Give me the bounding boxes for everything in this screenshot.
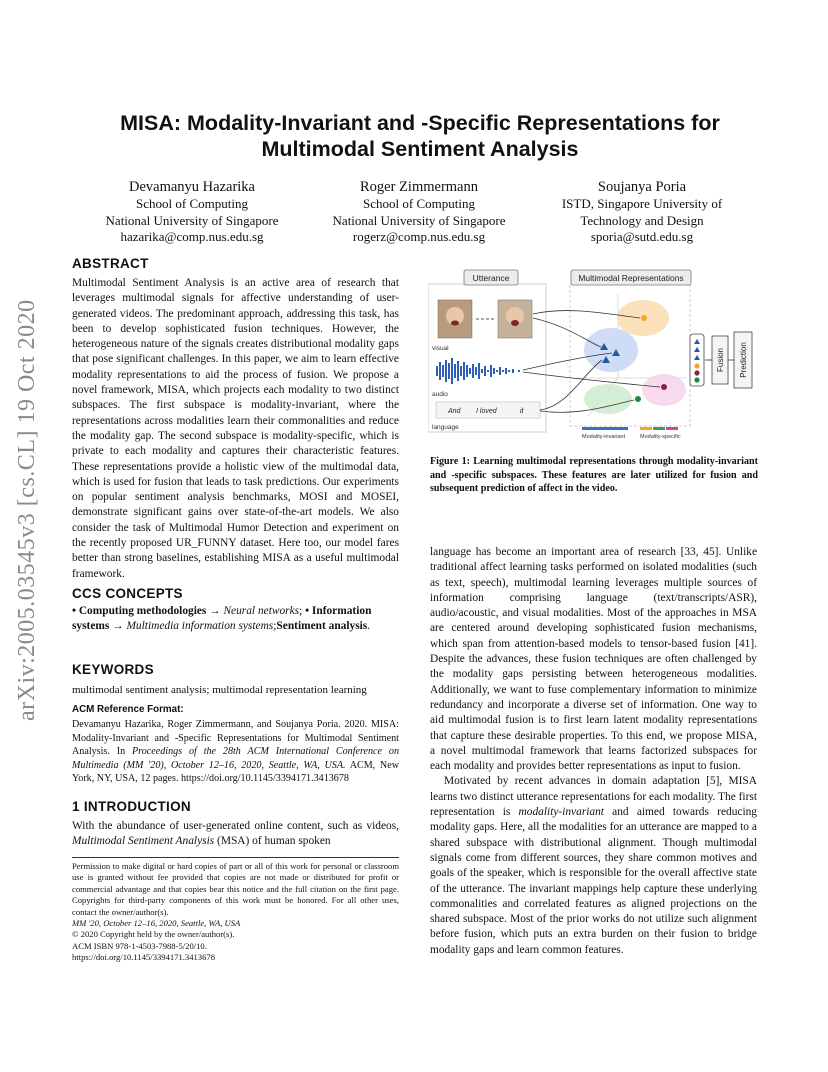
author-name: Devamanyu Hazarika (128, 179, 255, 195)
paragraph-part: Motivated by recent advances in domain adaptation [5], MISA learns two distinct utterance representations for each modality. The first representation is (430, 775, 757, 819)
legend-specific-label: Modality-specific (640, 434, 681, 440)
visual-label: visual (432, 345, 449, 352)
author-affiliation: ISTD, Singapore University of (561, 196, 723, 211)
legend-specific-swatch (666, 427, 678, 430)
word-token: And (448, 408, 461, 415)
author-name: Roger Zimmermann (360, 179, 478, 195)
author-email[interactable]: rogerz@comp.nus.edu.sg (352, 229, 486, 244)
title-line-2: Multimodal Sentiment Analysis (261, 137, 579, 161)
footnote-doi[interactable]: https://doi.org/10.1145/3394171.3413678 (72, 952, 215, 963)
specific-point-visual (641, 315, 647, 321)
title-line-1: MISA: Modality-Invariant and -Specific Representations for (120, 111, 720, 135)
reference-format-text (72, 718, 399, 786)
intro-heading: 1 INTRODUCTION (72, 799, 191, 814)
author-affiliation: National University of Singapore (332, 212, 506, 228)
intro-text (72, 819, 399, 850)
word-token: it (520, 408, 524, 415)
paragraph: language has become an important area of research [33, 45]. Unlike traditional affect learning tasks performed on isolated modalities (such as text, speech), multimodal learning leverages multiple sources of information comprising language (text/transcripts/ASR), audio/acoustic, and visual modalities. Most of the approaches in MSA are centered around developing sophisticated fusion mechanisms, which span from attention-based models to tensor-based fusion [41]. Despite the advances, these fusion techniques are often challenged by the modality gaps persisting between heterogeneous modalities. Additionally, we want to fuse complementary information to minimize redundancy and incorporate a diverse set of information. One way to aid multimodal fusion is to first learn latent modality representations that capture these desirable properties. To this end, we propose MISA, a novel multimodal framework that learns factorized subspaces for each modality and provides better representations as input to fusion. (430, 546, 757, 773)
keywords-text: multimodal sentiment analysis; multimodal representation learning (72, 684, 367, 696)
ccs-item: Multimedia information systems (126, 620, 274, 633)
specific-point-language (635, 396, 641, 402)
author-email[interactable]: sporia@sutd.edu.sg (590, 229, 694, 244)
language-label: language (432, 424, 459, 431)
vector-entry (694, 370, 699, 375)
mouth-1 (451, 321, 459, 326)
utterance-label: Utterance (472, 273, 510, 283)
ccs-text (72, 604, 399, 635)
paragraph (430, 774, 757, 958)
ccs-arrow: → (109, 620, 127, 633)
footnote-venue: MM '20, October 12–16, 2020, Seattle, WA, USA (72, 918, 241, 929)
author-affiliation: School of Computing (136, 196, 248, 211)
legend-invariant-label: Modality-invariant (582, 434, 626, 440)
legend-specific-swatch (653, 427, 665, 430)
keywords-heading: KEYWORDS (72, 662, 154, 677)
footnote-isbn: ACM ISBN 978-1-4503-7988-5/20/10. (72, 940, 207, 951)
invariant-subspace (584, 328, 638, 372)
vector-entry (694, 363, 699, 368)
author-affiliation: School of Computing (363, 196, 475, 211)
ccs-item: Sentiment analysis (276, 620, 368, 633)
reference-venue: Proceedings of the 28th ACM International Conference on Multimedia (MM '20), October 12–16, 2020, Seattle, WA, USA. (72, 746, 399, 771)
figure-diagram (428, 266, 758, 441)
author-1 (92, 179, 292, 246)
mouth-2 (511, 320, 519, 326)
ccs-bullet: • Computing methodologies (72, 605, 207, 617)
author-name: Soujanya Poria (597, 179, 687, 195)
word-token: I loved (476, 408, 497, 415)
paragraph-emphasis: modality-invariant (518, 806, 604, 819)
reference-rest[interactable]: ACM, New York, NY, USA, 12 pages. https://doi.org/10.1145/3394171.3413678 (72, 759, 399, 785)
author-affiliation: Technology and Design (580, 212, 704, 228)
arxiv-identifier: arXiv:2005.03545v3 [cs.CL] 19 Oct 2020 (14, 299, 40, 721)
ccs-heading: CCS CONCEPTS (72, 586, 183, 601)
copyright-footnote (72, 861, 399, 964)
representations-label: Multimodal Representations (578, 273, 684, 283)
permission-text: Permission to make digital or hard copies of part or all of this work for personal or classroom use is granted without fee provided that copies are not made or distributed for profit or commercial advantage and that copies bear this notice and the full citation on the first page. Copyrights for third-party components of this work must be honored. For all other uses, contact the owner/author(s). (72, 861, 399, 917)
figure-1 (428, 266, 758, 441)
paper-title (70, 110, 770, 162)
ccs-arrow: → (206, 605, 224, 617)
prediction-label: Prediction (739, 342, 748, 378)
legend-invariant-swatch (582, 427, 628, 430)
right-column-text (430, 545, 757, 958)
audio-waveform (436, 358, 520, 384)
intro-text-emphasis: Multimodal Sentiment Analysis (72, 835, 215, 848)
ccs-bullet: • Information systems (72, 605, 372, 633)
abstract-heading: ABSTRACT (72, 256, 149, 271)
ccs-end: . (367, 620, 371, 633)
author-2 (314, 179, 524, 246)
author-affiliation: National University of Singapore (105, 212, 279, 228)
ccs-separator: ; (273, 620, 277, 633)
paragraph-part: and aimed towards reducing modality gaps. Here, all the modalities for an utterance are mapped to a shared subspace with distributional alignment. Though multimodal signals come from different sources, they share common motives and goals of the speaker, which is responsible for the overall affective state of the utterance. The invariant mappings help capture these underlying commonalities and correlated features as aligned projections on the shared subspace. Most of the prior works do not utilize such alignment before fusion, which puts an extra burden on their fusion to bridge modality gaps and learn common features. (430, 806, 757, 956)
reference-authors: Devamanyu Hazarika, Roger Zimmermann, and Soujanya Poria. 2020. MISA: Modality-Invariant and -Specific Representations for Multimodal Sentiment Analysis. In (72, 719, 399, 758)
author-block (70, 179, 770, 249)
intro-text-part: With the abundance of user-generated online content, such as videos, (72, 820, 399, 832)
specific-point-audio (661, 384, 667, 390)
author-3 (542, 179, 742, 246)
author-email[interactable]: hazarika@comp.nus.edu.sg (120, 229, 264, 244)
vector-entry (694, 377, 699, 382)
ccs-item: Neural networks (223, 605, 300, 617)
audio-label: audio (432, 391, 448, 398)
fusion-label: Fusion (716, 347, 725, 373)
ccs-separator: ; (299, 605, 306, 617)
abstract-text: Multimodal Sentiment Analysis is an active area of research that leverages multimodal signals for affective understanding of user-generated videos. The predominant approach, addressing this task, has been to develop sophisticated fusion techniques. However, the heterogeneous nature of the signals creates distributional modality gaps that pose significant challenges. In this paper, we aim to learn effective modality representations to aid the process of fusion. We propose a novel framework, MISA, which projects each modality to two distinct subspaces. The first subspace is modality-invariant, where the representations across modalities learn their commonalities and reduce the modality gap. The second subspace is modality-specific, which is private to each modality and captures their characteristic features. These representations provide a holistic view of the multimodal data, which is used for fusion that leads to task predictions. Our experiments on popular sentiment analysis benchmarks, MOSI and MOSEI, demonstrate significant gains over state-of-the-art models. We also consider the task of Multimodal Humor Detection and experiment on the recently proposed UR_FUNNY dataset. Here too, our model fares better than strong baselines, establishing MISA as a useful multimodal framework. (72, 277, 399, 580)
intro-text-part: (MSA) of human spoken (214, 835, 331, 848)
footnote-copyright: © 2020 Copyright held by the owner/author(s). (72, 929, 235, 940)
footnote-divider (72, 857, 399, 858)
figure-caption: Figure 1: Learning multimodal representations through modality-invariant and -specific subspaces. These features are later utilized for fusion and subsequent prediction of affect in the video. (430, 456, 758, 494)
reference-format-heading: ACM Reference Format: (72, 704, 184, 715)
legend-specific-swatch (640, 427, 652, 430)
